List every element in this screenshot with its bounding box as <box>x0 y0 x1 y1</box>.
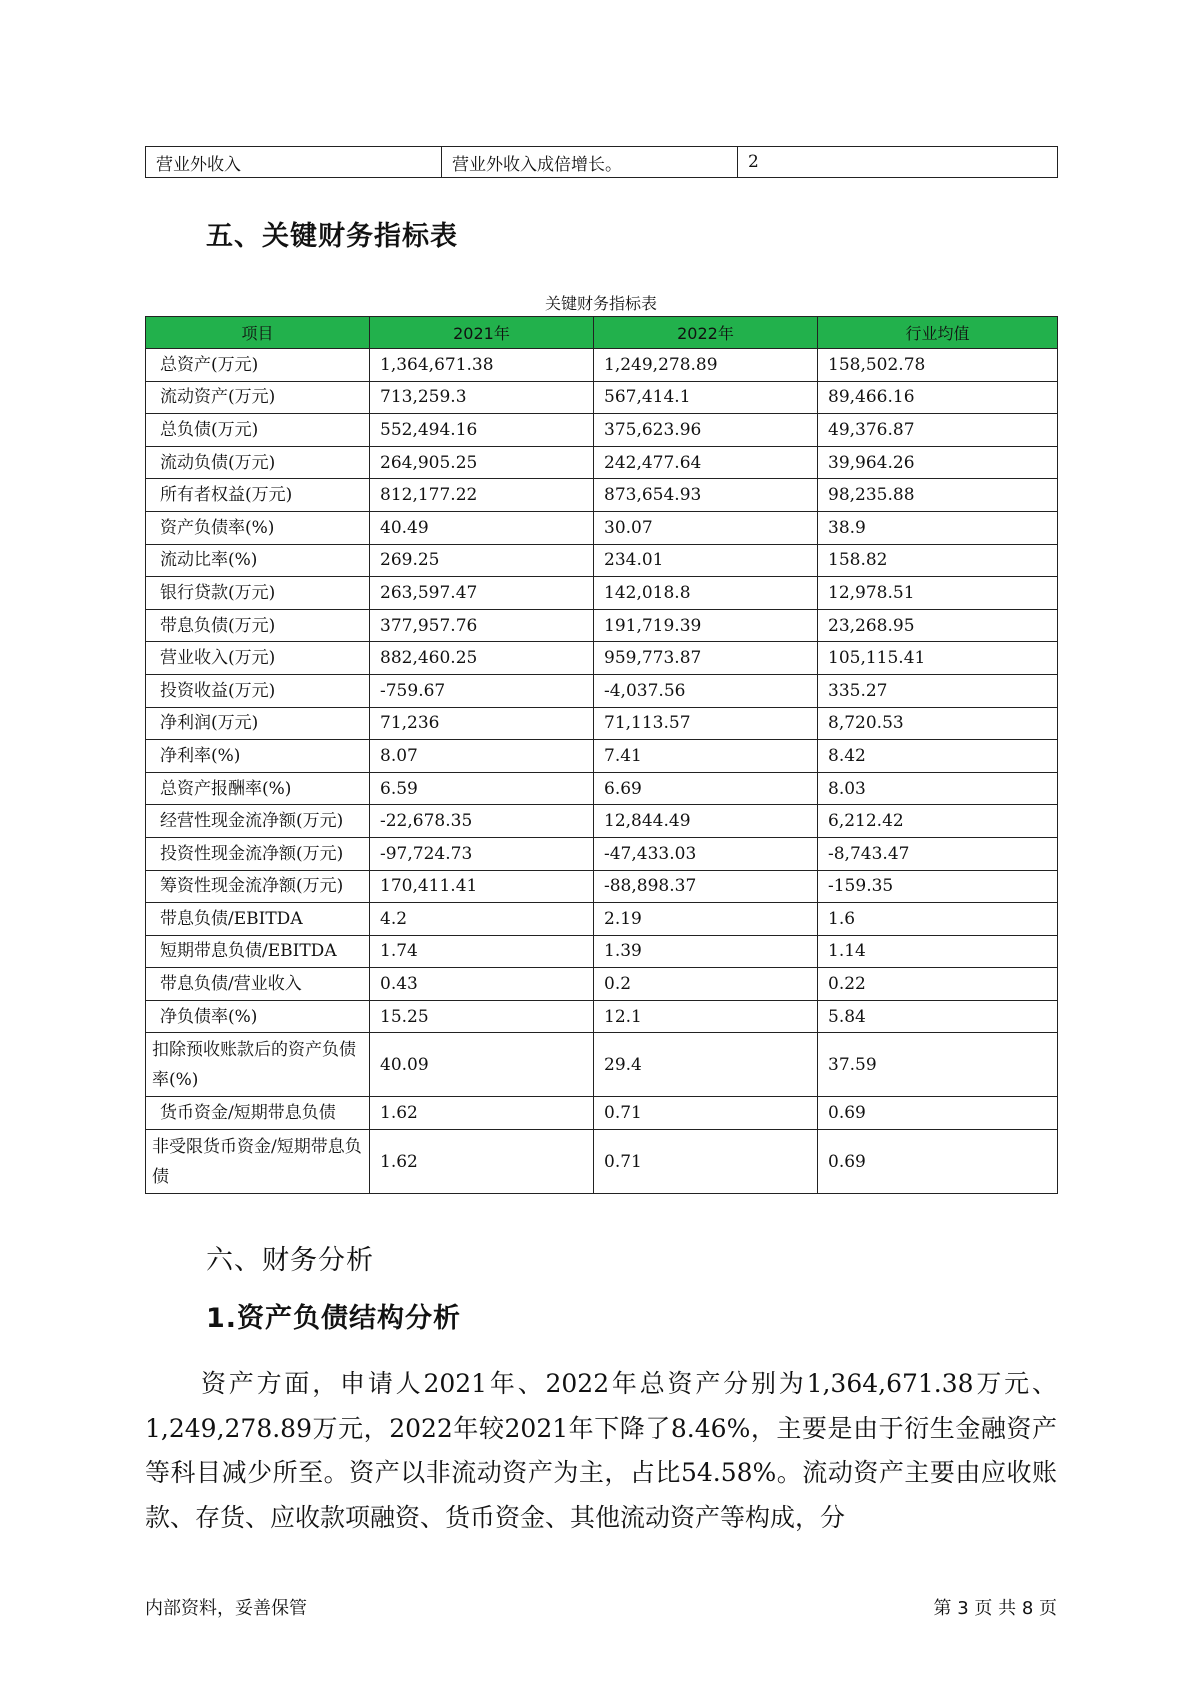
section-6-heading: 六、财务分析 <box>206 1245 374 1276</box>
table-row <box>146 837 1058 870</box>
value-cell: 12,844.49 <box>594 805 818 838</box>
value-cell: 142,018.8 <box>594 577 818 610</box>
indicator-name-cell: 投资收益(万元) <box>146 674 370 707</box>
value-cell: 1.14 <box>818 935 1058 968</box>
key-financial-indicators-table <box>145 316 1058 1194</box>
value-cell: 2.19 <box>594 903 818 936</box>
subsection-heading: 1.资产负债结构分析 <box>206 1303 462 1334</box>
column-header: 项目 <box>146 317 370 349</box>
value-cell: 335.27 <box>818 674 1058 707</box>
table-row <box>146 642 1058 675</box>
value-cell: 71,113.57 <box>594 707 818 740</box>
table-caption: 关键财务指标表 <box>544 294 657 313</box>
value-cell: 98,235.88 <box>818 479 1058 512</box>
value-cell: 40.49 <box>370 511 594 544</box>
table-row <box>146 903 1058 936</box>
table-row <box>146 674 1058 707</box>
indicator-name-cell: 货币资金/短期带息负债 <box>146 1097 370 1130</box>
value-cell: 1.62 <box>370 1097 594 1130</box>
value-cell: -4,037.56 <box>594 674 818 707</box>
table-row <box>146 772 1058 805</box>
value-cell: -8,743.47 <box>818 837 1058 870</box>
value-cell: 38.9 <box>818 511 1058 544</box>
section-5-heading: 五、关键财务指标表 <box>206 221 458 252</box>
table-row <box>146 511 1058 544</box>
value-cell: 8.07 <box>370 740 594 773</box>
value-cell: 1.62 <box>370 1130 594 1194</box>
value-cell: 30.07 <box>594 511 818 544</box>
value-cell: 8,720.53 <box>818 707 1058 740</box>
value-cell: -47,433.03 <box>594 837 818 870</box>
value-cell: 242,477.64 <box>594 446 818 479</box>
value-cell: 377,957.76 <box>370 609 594 642</box>
value-cell: -97,724.73 <box>370 837 594 870</box>
column-header: 行业均值 <box>818 317 1058 349</box>
value-cell: 812,177.22 <box>370 479 594 512</box>
indicator-name-cell: 短期带息负债/EBITDA <box>146 935 370 968</box>
value-cell: 12,978.51 <box>818 577 1058 610</box>
value-cell: -88,898.37 <box>594 870 818 903</box>
value-cell: 0.71 <box>594 1130 818 1194</box>
value-cell: 0.2 <box>594 968 818 1001</box>
indicator-name-cell: 非受限货币资金/短期带息负债 <box>146 1130 370 1194</box>
indicator-name-cell: 净利润(万元) <box>146 707 370 740</box>
table-row <box>146 577 1058 610</box>
value-cell: 8.42 <box>818 740 1058 773</box>
value-cell: 0.69 <box>818 1130 1058 1194</box>
table-header-row <box>146 317 1058 349</box>
indicator-name-cell: 总资产(万元) <box>146 349 370 382</box>
value-cell: 375,623.96 <box>594 414 818 447</box>
table-row <box>146 1033 1058 1097</box>
value-cell: 105,115.41 <box>818 642 1058 675</box>
table-row <box>146 805 1058 838</box>
value-cell: 6,212.42 <box>818 805 1058 838</box>
value-cell: 263,597.47 <box>370 577 594 610</box>
table-row <box>146 147 1058 178</box>
table-row <box>146 1097 1058 1130</box>
indicator-name-cell: 营业收入(万元) <box>146 642 370 675</box>
value-cell: 1,364,671.38 <box>370 349 594 382</box>
footer-page-number: 第 3 页 共 8 页 <box>933 1598 1057 1619</box>
table-row <box>146 707 1058 740</box>
indicator-name-cell: 所有者权益(万元) <box>146 479 370 512</box>
value-cell: 882,460.25 <box>370 642 594 675</box>
value-cell: -759.67 <box>370 674 594 707</box>
indicator-name-cell: 流动负债(万元) <box>146 446 370 479</box>
value-cell: 15.25 <box>370 1000 594 1033</box>
table-cell: 营业外收入成倍增长。 <box>442 147 738 178</box>
indicator-name-cell: 筹资性现金流净额(万元) <box>146 870 370 903</box>
table-row <box>146 740 1058 773</box>
analysis-paragraph: 资产方面，申请人2021年、2022年总资产分别为1,364,671.38万元、1,249,278.89万元，2022年较2021年下降了8.46%，主要是由于衍生金融资产等科目减少所至。资产以非流动资产为主，占比54.58%。流动资产主要由应收账款、存货、应收款项融资、货币资金、其他流动资产等构成，分 <box>145 1369 1057 1532</box>
value-cell: 40.09 <box>370 1033 594 1097</box>
indicator-name-cell: 净利率(%) <box>146 740 370 773</box>
value-cell: 0.71 <box>594 1097 818 1130</box>
column-header: 2021年 <box>370 317 594 349</box>
value-cell: 1.39 <box>594 935 818 968</box>
indicator-name-cell: 资产负债率(%) <box>146 511 370 544</box>
column-header: 2022年 <box>594 317 818 349</box>
value-cell: 6.59 <box>370 772 594 805</box>
indicator-name-cell: 银行贷款(万元) <box>146 577 370 610</box>
table-row <box>146 349 1058 382</box>
indicator-name-cell: 流动资产(万元) <box>146 381 370 414</box>
value-cell: -159.35 <box>818 870 1058 903</box>
continuation-table <box>145 146 1058 178</box>
value-cell: 1.6 <box>818 903 1058 936</box>
value-cell: 264,905.25 <box>370 446 594 479</box>
table-cell: 营业外收入 <box>146 147 442 178</box>
value-cell: 1.74 <box>370 935 594 968</box>
indicator-name-cell: 投资性现金流净额(万元) <box>146 837 370 870</box>
indicator-name-cell: 流动比率(%) <box>146 544 370 577</box>
table-row <box>146 381 1058 414</box>
value-cell: 158.82 <box>818 544 1058 577</box>
value-cell: 71,236 <box>370 707 594 740</box>
table-cell: 2 <box>738 147 1058 178</box>
table-row <box>146 544 1058 577</box>
indicator-name-cell: 扣除预收账款后的资产负债率(%) <box>146 1033 370 1097</box>
indicator-name-cell: 带息负债/EBITDA <box>146 903 370 936</box>
value-cell: 29.4 <box>594 1033 818 1097</box>
value-cell: 7.41 <box>594 740 818 773</box>
table-row <box>146 935 1058 968</box>
value-cell: 5.84 <box>818 1000 1058 1033</box>
table-row <box>146 968 1058 1001</box>
table-row <box>146 1000 1058 1033</box>
value-cell: 873,654.93 <box>594 479 818 512</box>
indicator-name-cell: 总负债(万元) <box>146 414 370 447</box>
value-cell: 170,411.41 <box>370 870 594 903</box>
footer-confidential: 内部资料，妥善保管 <box>145 1598 307 1619</box>
value-cell: 6.69 <box>594 772 818 805</box>
value-cell: 23,268.95 <box>818 609 1058 642</box>
value-cell: 8.03 <box>818 772 1058 805</box>
value-cell: 89,466.16 <box>818 381 1058 414</box>
table-row <box>146 1130 1058 1194</box>
indicator-name-cell: 经营性现金流净额(万元) <box>146 805 370 838</box>
value-cell: 713,259.3 <box>370 381 594 414</box>
value-cell: 49,376.87 <box>818 414 1058 447</box>
value-cell: 0.69 <box>818 1097 1058 1130</box>
value-cell: 39,964.26 <box>818 446 1058 479</box>
table-row <box>146 870 1058 903</box>
indicator-name-cell: 总资产报酬率(%) <box>146 772 370 805</box>
value-cell: 0.43 <box>370 968 594 1001</box>
value-cell: 1,249,278.89 <box>594 349 818 382</box>
indicator-name-cell: 带息负债(万元) <box>146 609 370 642</box>
value-cell: 37.59 <box>818 1033 1058 1097</box>
table-row <box>146 609 1058 642</box>
value-cell: 191,719.39 <box>594 609 818 642</box>
value-cell: 158,502.78 <box>818 349 1058 382</box>
table-row <box>146 414 1058 447</box>
value-cell: 552,494.16 <box>370 414 594 447</box>
value-cell: 269.25 <box>370 544 594 577</box>
table-row <box>146 479 1058 512</box>
table-row <box>146 446 1058 479</box>
value-cell: 567,414.1 <box>594 381 818 414</box>
indicator-name-cell: 净负债率(%) <box>146 1000 370 1033</box>
indicator-name-cell: 带息负债/营业收入 <box>146 968 370 1001</box>
value-cell: 12.1 <box>594 1000 818 1033</box>
value-cell: 0.22 <box>818 968 1058 1001</box>
value-cell: 959,773.87 <box>594 642 818 675</box>
value-cell: 4.2 <box>370 903 594 936</box>
value-cell: 234.01 <box>594 544 818 577</box>
value-cell: -22,678.35 <box>370 805 594 838</box>
